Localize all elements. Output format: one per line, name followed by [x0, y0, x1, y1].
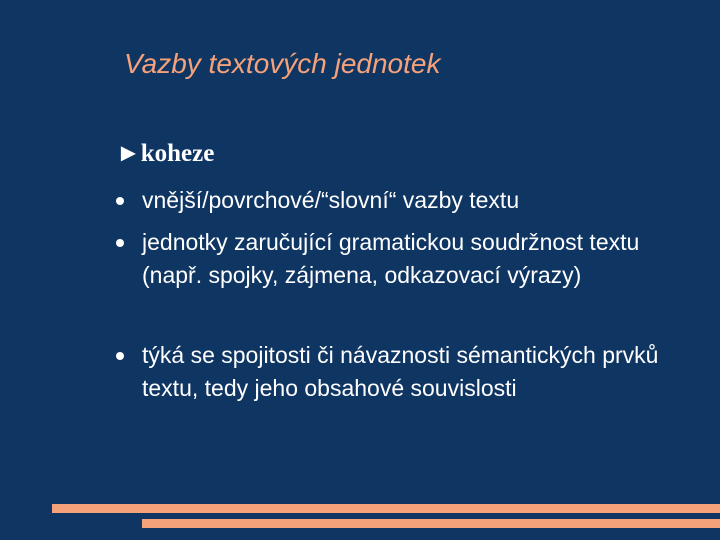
slide-title: Vazby textových jednotek — [124, 48, 441, 79]
section-heading: ►koheze — [116, 140, 215, 167]
bullet-dot-icon — [116, 352, 124, 360]
bullet-dot-icon — [116, 239, 124, 247]
bullet-dot-icon — [116, 197, 124, 205]
decorative-bar-bottom — [142, 519, 720, 528]
bullet-text: vnější/povrchové/“slovní“ vazby textu — [142, 187, 520, 213]
bullet-text: týká se spojitosti či návaznosti sémantických prvků textu, tedy jeho obsahové souvislosti — [142, 342, 659, 401]
bullet-text: jednotky zaručující gramatickou soudržnost textu (např. spojky, zájmena, odkazovací výrazy) — [142, 229, 640, 288]
decorative-bar-top — [52, 504, 720, 513]
